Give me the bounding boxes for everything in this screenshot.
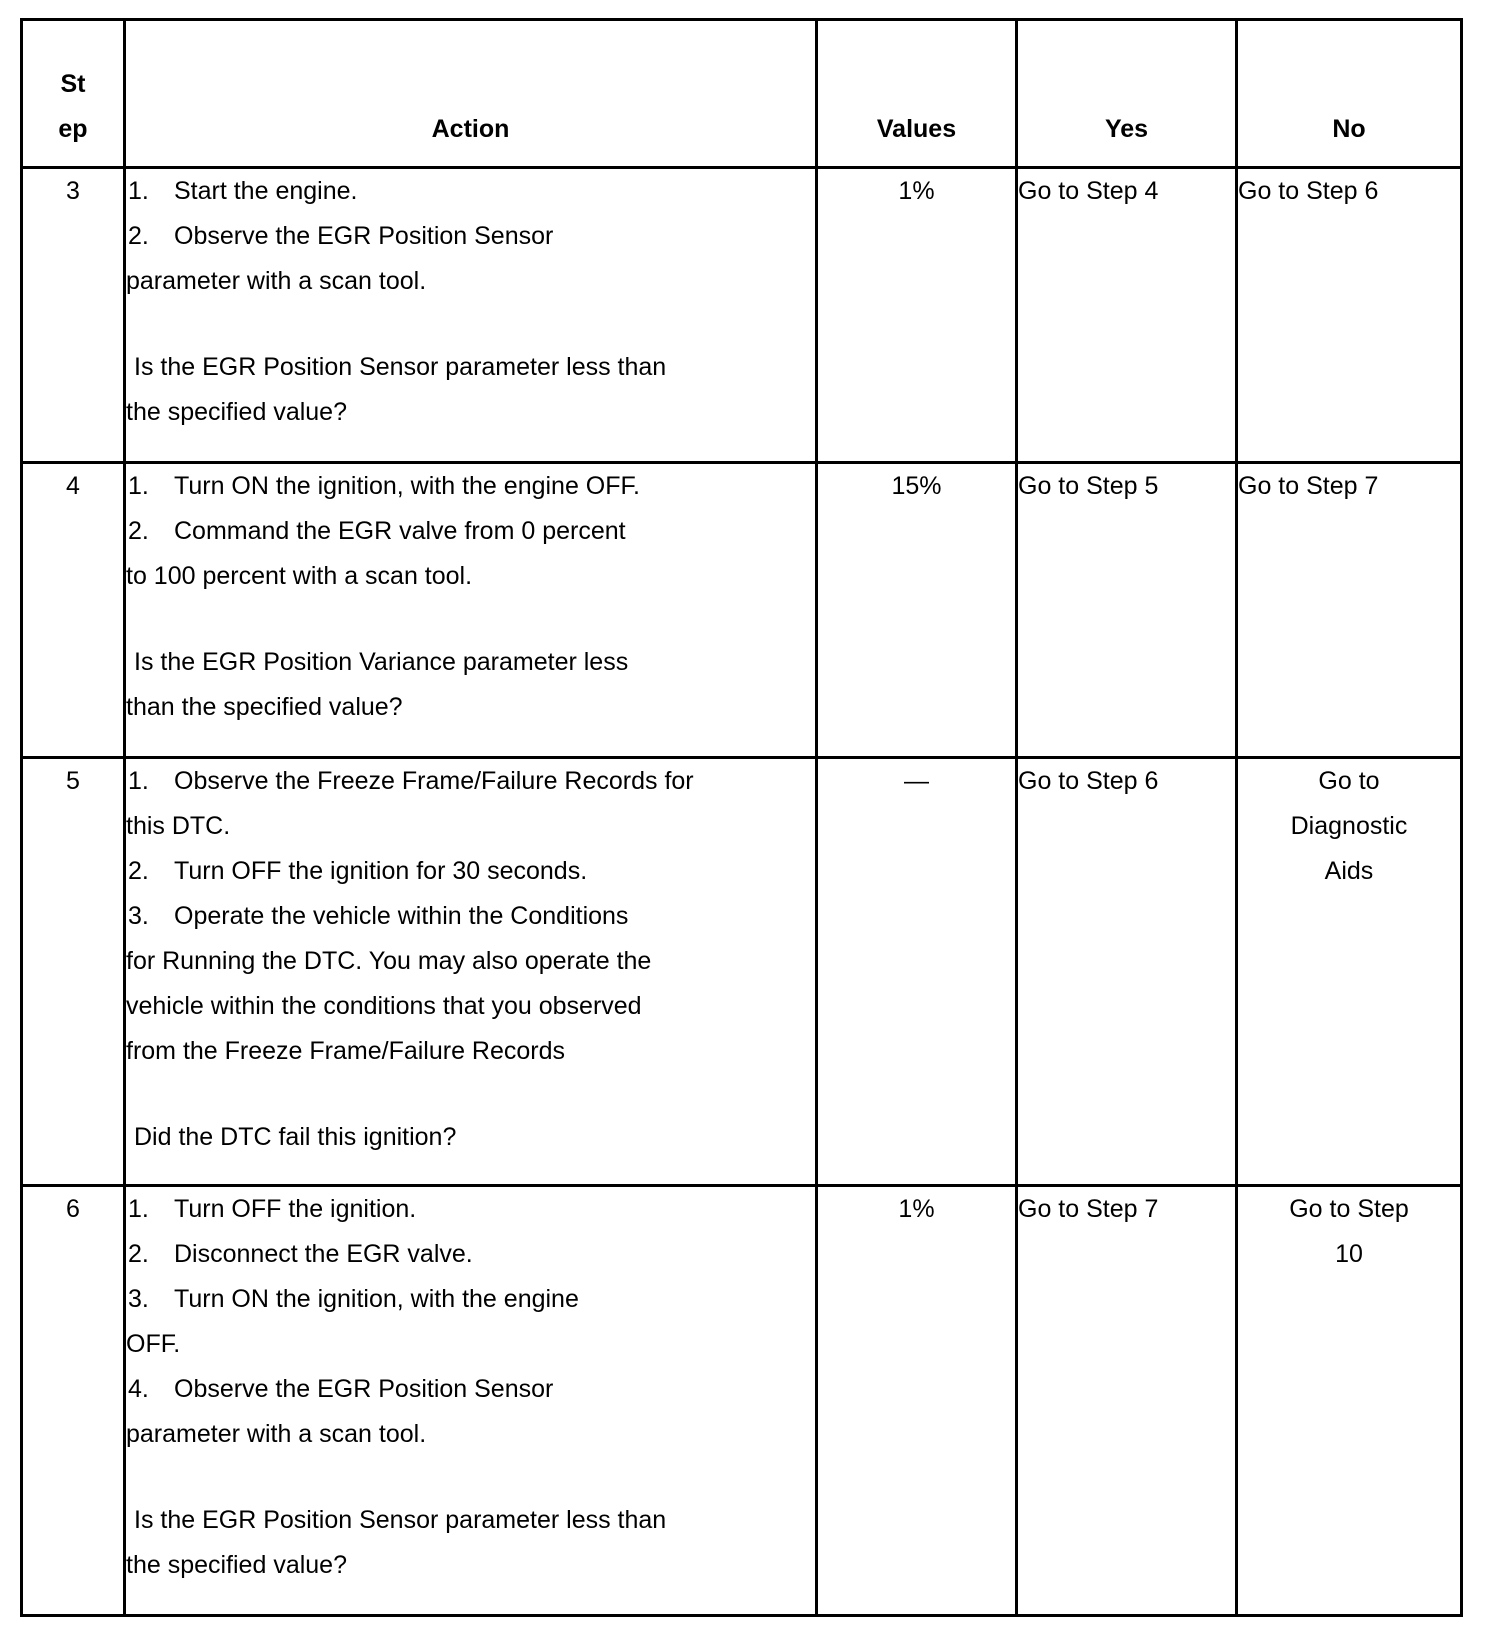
action-line: OFF.: [126, 1330, 181, 1358]
action-cell: [125, 168, 817, 463]
question-line: Is the EGR Position Sensor parameter less than: [134, 353, 667, 381]
action-cell: [125, 1186, 817, 1616]
action-line: parameter with a scan tool.: [126, 1420, 427, 1448]
value-cell: —: [817, 758, 1017, 1186]
header-action: Action: [125, 20, 817, 168]
action-line: 4. Observe the EGR Position Sensor: [128, 1375, 554, 1403]
no-cell: Go to Diagnostic Aids: [1237, 758, 1462, 1186]
step-number: 4: [22, 463, 125, 758]
action-line: 1. Start the engine.: [128, 177, 358, 205]
question-line: than the specified value?: [126, 693, 403, 721]
value-cell: 15%: [817, 463, 1017, 758]
question-line: Is the EGR Position Variance parameter less: [134, 648, 629, 676]
action-cell: [125, 758, 817, 1186]
value-cell: 1%: [817, 1186, 1017, 1616]
question-line: Is the EGR Position Sensor parameter less than: [134, 1506, 667, 1534]
table-row: [22, 463, 1462, 758]
step-number: 3: [22, 168, 125, 463]
action-line: this DTC.: [126, 812, 231, 840]
action-line: from the Freeze Frame/Failure Records: [126, 1037, 566, 1065]
action-line: vehicle within the conditions that you observed: [126, 992, 642, 1020]
step-number: 6: [22, 1186, 125, 1616]
header-step-line2: ep: [58, 115, 88, 143]
action-line: 1. Turn OFF the ignition.: [128, 1195, 417, 1223]
header-no: No: [1237, 20, 1462, 168]
no-cell: Go to Step 7: [1237, 463, 1462, 758]
action-cell: [125, 463, 817, 758]
action-line: 2. Observe the EGR Position Sensor: [128, 222, 554, 250]
action-line: parameter with a scan tool.: [126, 267, 427, 295]
question-line: the specified value?: [126, 1551, 347, 1579]
header-step-line1: St: [60, 70, 86, 98]
table-row: [22, 1186, 1462, 1616]
no-cell: Go to Step 6: [1237, 168, 1462, 463]
table-row: [22, 168, 1462, 463]
action-line: 2. Command the EGR valve from 0 percent: [128, 517, 626, 545]
question-line: the specified value?: [126, 398, 347, 426]
action-line: 3. Turn ON the ignition, with the engine: [128, 1285, 579, 1313]
diagnostic-table: [20, 18, 1463, 1617]
action-line: to 100 percent with a scan tool.: [126, 562, 473, 590]
value-cell: 1%: [817, 168, 1017, 463]
header-yes: Yes: [1017, 20, 1237, 168]
action-line: 2. Turn OFF the ignition for 30 seconds.: [128, 857, 588, 885]
action-line: 1. Observe the Freeze Frame/Failure Records for: [128, 767, 694, 795]
action-line: 2. Disconnect the EGR valve.: [128, 1240, 473, 1268]
yes-cell: Go to Step 7: [1017, 1186, 1237, 1616]
action-line: 3. Operate the vehicle within the Conditions: [128, 902, 629, 930]
step-number: 5: [22, 758, 125, 1186]
header-step: [22, 20, 125, 168]
yes-cell: Go to Step 4: [1017, 168, 1237, 463]
action-line: 1. Turn ON the ignition, with the engine OFF.: [128, 472, 640, 500]
yes-cell: Go to Step 6: [1017, 758, 1237, 1186]
table-row: [22, 758, 1462, 1186]
yes-cell: Go to Step 5: [1017, 463, 1237, 758]
header-values: Values: [817, 20, 1017, 168]
action-line: for Running the DTC. You may also operate the: [126, 947, 652, 975]
question-line: Did the DTC fail this ignition?: [134, 1123, 457, 1151]
no-cell: Go to Step 10: [1237, 1186, 1462, 1616]
header-row: [22, 20, 1462, 168]
